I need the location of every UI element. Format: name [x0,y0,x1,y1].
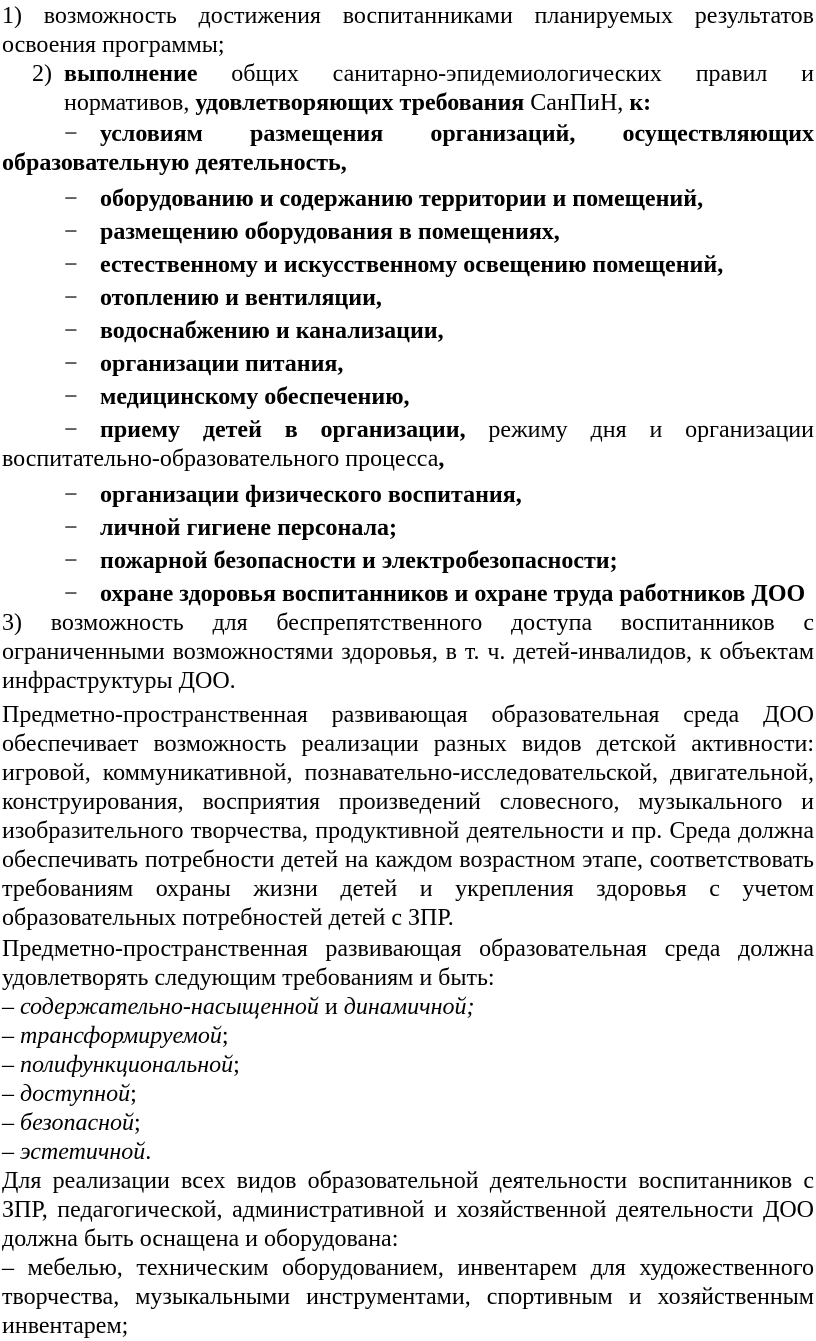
property-text: трансформируемой [20,1023,222,1049]
property-item [2,1022,814,1051]
requirement-text: пожарной безопасности и электробезопасности; [100,548,618,574]
property-item [2,993,814,1022]
requirement-item [2,317,814,346]
dash-glyph: – [2,1110,14,1136]
item-number: 3) [2,610,22,636]
requirement-item [2,481,814,510]
dash-glyph: − [64,219,78,245]
dash-glyph: – [2,994,14,1020]
dash-glyph: − [64,482,78,508]
requirement-text: организации питания, [100,351,344,377]
requirement-text: отоплению и вентиляции, [100,285,382,311]
item-bold: удовлетворяющих требования [189,90,525,116]
requirement-text: охране здоровья воспитанников и охране труда работников ДОО [100,581,806,607]
paragraph-requirements: Предметно-пространственная развивающая образовательная среда должна удовлетворять следующим требованиям и быть: [2,936,814,991]
property-text: динамичной; [343,994,475,1020]
property-punct: ; [221,1023,229,1049]
requirement-item [2,580,814,609]
list-item-3 [2,609,814,696]
item-number: 1) [2,3,22,29]
paragraph-equipment: Для реализации всех видов образовательной деятельности воспитанников с ЗПР, педагогической, административной и хозяйственной деятельности ДОО должна быть оснащена и оборудована: [2,1168,814,1252]
item-text: СанПиН, [524,90,624,116]
requirement-item [2,416,814,474]
property-text: содержательно-насыщенной [20,994,319,1020]
property-conj: и [318,994,344,1020]
property-item [2,1080,814,1109]
dash-glyph: – [2,1081,14,1107]
dash-glyph: − [64,548,78,574]
dash-glyph: − [64,515,78,541]
equipment-text: мебелью, техническим оборудованием, инвентарем для художественного творчества, музыкальными инструментами, спортивным и хозяйственным инвентарем; [2,1255,814,1339]
item-text: общих санитарно-эпидемиологических правил и нормативов, [64,61,814,116]
document-page [2,2,814,1341]
requirement-comma: , [438,446,445,472]
requirement-item [2,251,814,280]
item-bold: выполнение [64,61,198,87]
requirement-text: водоснабжению и канализации, [100,318,444,344]
requirement-item [2,514,814,543]
dash-glyph: − [64,351,78,377]
requirement-item [2,120,814,178]
requirement-item [2,218,814,247]
requirement-text: медицинскому обеспечению, [100,384,410,410]
property-punct: ; [233,1052,240,1078]
dash-glyph: − [64,384,78,410]
property-text: доступной [20,1081,131,1107]
dash-glyph: − [64,318,78,344]
requirement-text: организации физического воспитания, [100,482,522,508]
equipment-item [2,1254,814,1341]
paragraph-environment: Предметно-пространственная развивающая образовательная среда ДОО обеспечивает возможность реализации разных видов детской активности: игровой, коммуникативной, познавательно-исследовательской, двигательной, конструирования, восприятия произведений словесного, музыкального и изобразительного творчества, продуктивной деятельности и пр. Среда должна обеспечивать потребности детей на каждом возрастном этапе, соответствовать требованиям охраны жизни детей и укрепления здоровья с учетом образовательных потребностей детей с ЗПР. [2,702,814,931]
requirement-plain: режиму дня и организации воспитательно-образовательного процесса [2,417,814,472]
dash-glyph: − [64,186,78,212]
property-text: эстетичной [20,1139,146,1165]
dash-glyph: – [2,1139,14,1165]
requirement-item [2,185,814,214]
dash-glyph: − [64,252,78,278]
property-item [2,1109,814,1138]
property-text: безопасной [20,1110,135,1136]
item-text: возможность для беспрепятственного доступа воспитанников с ограниченными возможностями здоровья, в т. ч. детей-инвалидов, к объектам инфраструктуры ДОО. [2,610,815,694]
requirement-item [2,284,814,313]
dash-glyph: – [2,1052,14,1078]
requirement-text: личной гигиене персонала; [100,515,398,541]
property-text: полифункциональной [20,1052,234,1078]
requirement-text: оборудованию и содержанию территории и помещений, [100,186,704,212]
property-punct: ; [134,1110,141,1136]
item-number: 2) [32,61,52,87]
requirement-text: приему детей в организации, [100,417,466,443]
property-punct: ; [130,1081,137,1107]
item-text: возможность достижения воспитанниками планируемых результатов освоения программы; [2,3,814,58]
dash-glyph: − [64,121,78,147]
requirement-text: естественному и искусственному освещению помещений, [100,252,724,278]
dash-glyph: – [2,1023,14,1049]
requirement-item [2,350,814,379]
requirement-text: условиям размещения организаций, осуществляющих образовательную деятельность, [2,121,814,176]
requirement-text: размещению оборудования в помещениях, [100,219,560,245]
list-item-1 [2,2,814,60]
list-item-2 [32,60,814,118]
dash-glyph: − [64,285,78,311]
dash-glyph: – [2,1255,14,1281]
property-punct: . [145,1139,152,1165]
property-item [2,1051,814,1080]
requirement-item [2,547,814,576]
dash-glyph: − [64,581,78,607]
dash-glyph: − [64,417,78,443]
requirement-item [2,383,814,412]
item-bold: к: [623,90,652,116]
property-item [2,1138,814,1167]
